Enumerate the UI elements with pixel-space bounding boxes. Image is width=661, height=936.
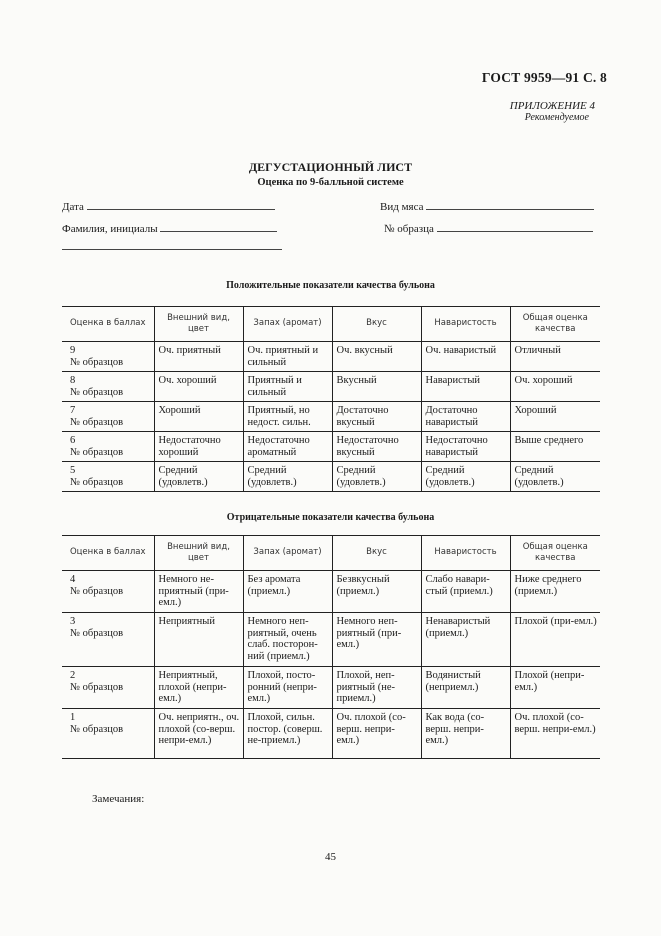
score-cell: 3 № образцов bbox=[62, 613, 154, 667]
date-field[interactable] bbox=[62, 200, 275, 213]
table-cell: Достаточно вкусный bbox=[332, 402, 421, 432]
score-cell: 4 № образцов bbox=[62, 571, 154, 613]
table-cell: Оч. наваристый bbox=[421, 342, 510, 372]
column-header: Общая оценка качества bbox=[510, 307, 600, 342]
table-cell: Немного неп-риятный (при-емл.) bbox=[332, 613, 421, 667]
score-cell: 9 № образцов bbox=[62, 342, 154, 372]
name-field[interactable] bbox=[62, 222, 277, 235]
table-cell: Хороший bbox=[510, 402, 600, 432]
table-cell: Недостаточно ароматный bbox=[243, 432, 332, 462]
negative-table-body bbox=[62, 571, 600, 759]
table-cell: Плохой, посто-ронний (непри-емл.) bbox=[243, 667, 332, 709]
score-cell: 8 № образцов bbox=[62, 372, 154, 402]
negative-quality-table bbox=[62, 535, 600, 759]
table-cell: Плохой, сильн. постор. (соверш. не-приемл.) bbox=[243, 709, 332, 759]
table-row bbox=[62, 709, 600, 759]
remarks-label: Замечания: bbox=[92, 793, 145, 805]
table-cell: Оч. приятный bbox=[154, 342, 243, 372]
column-header: Оценка в баллах bbox=[62, 307, 154, 342]
table-cell: Приятный, но недост. сильн. bbox=[243, 402, 332, 432]
name-blank bbox=[160, 222, 277, 232]
positive-table-body bbox=[62, 342, 600, 492]
sample-number-field[interactable] bbox=[384, 222, 593, 235]
table-cell: Отличный bbox=[510, 342, 600, 372]
negative-caption: Отрицательные показатели качества бульона bbox=[226, 512, 435, 523]
table-cell: Недостаточно хороший bbox=[154, 432, 243, 462]
table-cell: Плохой (при-емл.) bbox=[510, 613, 600, 667]
table-row bbox=[62, 613, 600, 667]
table-cell: Наваристый bbox=[421, 372, 510, 402]
table-cell: Оч. приятный и сильный bbox=[243, 342, 332, 372]
column-header: Вкус bbox=[332, 536, 421, 571]
table-cell: Средний (удовлетв.) bbox=[243, 462, 332, 492]
score-cell: 5 № образцов bbox=[62, 462, 154, 492]
column-header: Запах (аромат) bbox=[243, 536, 332, 571]
column-header: Общая оценка качества bbox=[510, 536, 600, 571]
appendix-label: ПРИЛОЖЕНИЕ 4 bbox=[509, 100, 595, 112]
table-row bbox=[62, 342, 600, 372]
table-cell: Выше среднего bbox=[510, 432, 600, 462]
table-cell: Вкусный bbox=[332, 372, 421, 402]
table-row bbox=[62, 402, 600, 432]
sample-number-blank bbox=[437, 222, 593, 232]
column-header: Вкус bbox=[332, 307, 421, 342]
table-row bbox=[62, 667, 600, 709]
page-number: 45 bbox=[325, 851, 336, 863]
page-title: ДЕГУСТАЦИОННЫЙ ЛИСТ bbox=[248, 160, 413, 174]
table-row bbox=[62, 432, 600, 462]
table-cell: Водянистый (неприемл.) bbox=[421, 667, 510, 709]
score-cell: 1 № образцов bbox=[62, 709, 154, 759]
table-header-row bbox=[62, 536, 600, 571]
table-header-row bbox=[62, 307, 600, 342]
table-cell: Средний (удовлетв.) bbox=[421, 462, 510, 492]
table-cell: Недостаточно наваристый bbox=[421, 432, 510, 462]
table-row bbox=[62, 571, 600, 613]
column-header: Наваристость bbox=[421, 536, 510, 571]
column-header: Запах (аромат) bbox=[243, 307, 332, 342]
table-row bbox=[62, 372, 600, 402]
score-cell: 6 № образцов bbox=[62, 432, 154, 462]
name-label: Фамилия, инициалы bbox=[62, 223, 158, 235]
table-cell: Оч. плохой (со-верш. непри-емл.) bbox=[510, 709, 600, 759]
table-cell: Как вода (со-верш. непри-емл.) bbox=[421, 709, 510, 759]
table-cell: Хороший bbox=[154, 402, 243, 432]
table-cell: Слабо навари-стый (приемл.) bbox=[421, 571, 510, 613]
table-cell: Плохой, неп-риятный (не-приемл.) bbox=[332, 667, 421, 709]
table-cell: Оч. неприятн., оч. плохой (со-верш. непри-емл.) bbox=[154, 709, 243, 759]
sample-number-label: № образца bbox=[384, 223, 434, 235]
meat-type-label: Вид мяса bbox=[380, 201, 424, 213]
table-row bbox=[62, 462, 600, 492]
column-header: Внешний вид, цвет bbox=[154, 536, 243, 571]
table-cell: Ненаваристый (приемл.) bbox=[421, 613, 510, 667]
positive-quality-table bbox=[62, 306, 600, 492]
column-header: Оценка в баллах bbox=[62, 536, 154, 571]
table-cell: Оч. хороший bbox=[510, 372, 600, 402]
table-cell: Недостаточно вкусный bbox=[332, 432, 421, 462]
table-cell: Достаточно наваристый bbox=[421, 402, 510, 432]
positive-caption: Положительные показатели качества бульона bbox=[226, 280, 435, 291]
meat-type-field[interactable] bbox=[380, 200, 594, 213]
table-cell: Приятный и сильный bbox=[243, 372, 332, 402]
table-cell: Средний (удовлетв.) bbox=[332, 462, 421, 492]
table-cell: Средний (удовлетв.) bbox=[154, 462, 243, 492]
column-header: Наваристость bbox=[421, 307, 510, 342]
table-cell: Оч. плохой (со-верш. непри-емл.) bbox=[332, 709, 421, 759]
table-cell: Средний (удовлетв.) bbox=[510, 462, 600, 492]
table-cell: Ниже среднего (приемл.) bbox=[510, 571, 600, 613]
score-cell: 7 № образцов bbox=[62, 402, 154, 432]
table-cell: Немного не-приятный (при-емл.) bbox=[154, 571, 243, 613]
table-cell: Неприятный bbox=[154, 613, 243, 667]
standard-header: ГОСТ 9959—91 С. 8 bbox=[481, 70, 607, 85]
score-cell: 2 № образцов bbox=[62, 667, 154, 709]
page-subtitle: Оценка по 9-балльной системе bbox=[257, 177, 404, 188]
column-header: Внешний вид, цвет bbox=[154, 307, 243, 342]
table-cell: Безвкусный (приемл.) bbox=[332, 571, 421, 613]
meat-type-blank bbox=[426, 200, 594, 210]
date-label: Дата bbox=[62, 201, 84, 213]
date-blank bbox=[87, 200, 275, 210]
table-cell: Оч. вкусный bbox=[332, 342, 421, 372]
table-cell: Немного неп-риятный, очень слаб. посторон-ний (приемл.) bbox=[243, 613, 332, 667]
table-cell: Плохой (непри-емл.) bbox=[510, 667, 600, 709]
table-cell: Без аромата (приемл.) bbox=[243, 571, 332, 613]
table-cell: Неприятный, плохой (непри-емл.) bbox=[154, 667, 243, 709]
table-cell: Оч. хороший bbox=[154, 372, 243, 402]
appendix-note: Рекомендуемое bbox=[524, 112, 589, 123]
name-blank-extra bbox=[62, 249, 282, 250]
